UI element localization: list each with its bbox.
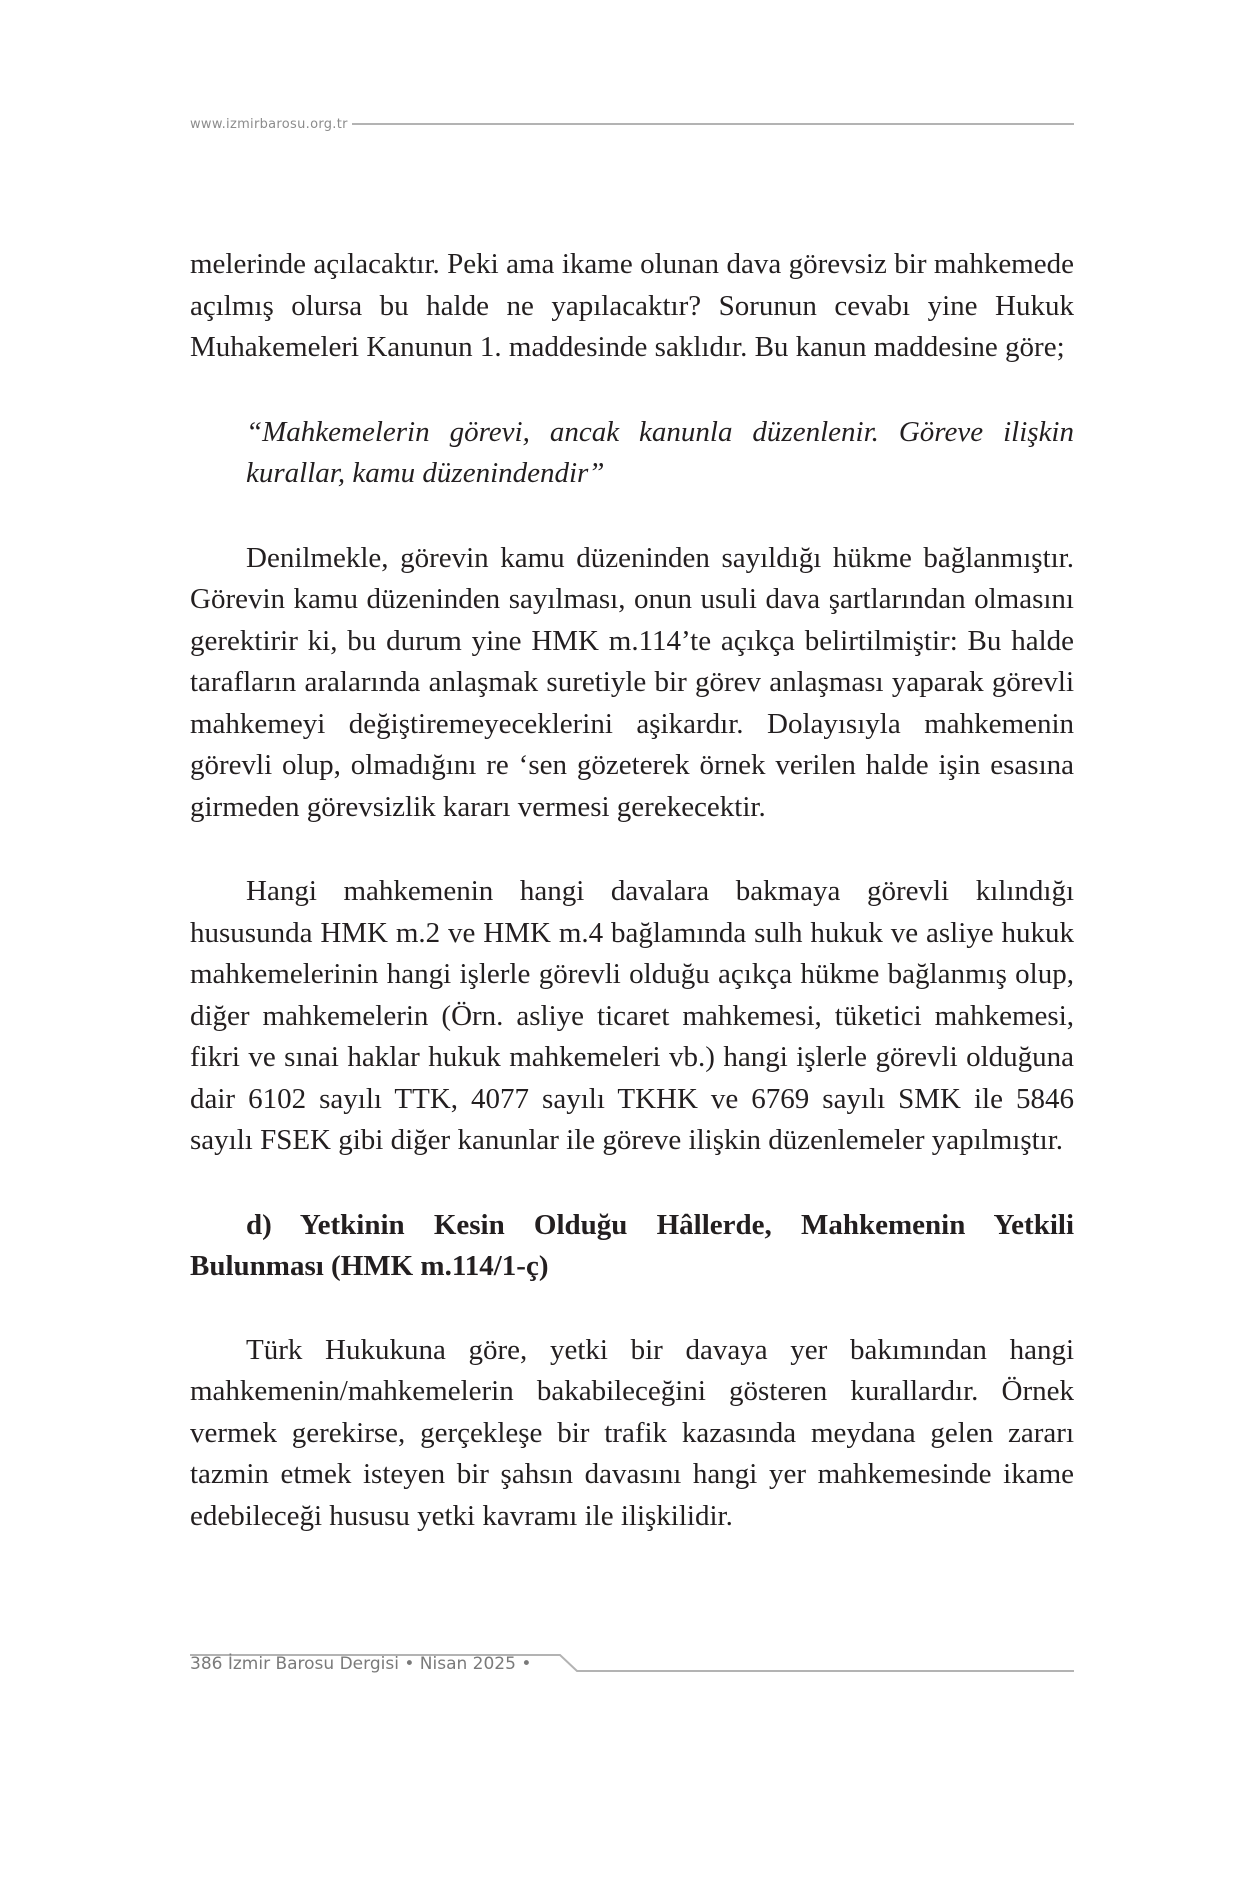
paragraph-1: melerinde açılacaktır. Peki ama ikame olunan dava görevsiz bir mahkemede açılmış olursa bu halde ne yapılacaktır? Sorunun cevabı yine Hukuk Muhakemeleri Kanunun 1. maddesinde saklıdır. Bu kanun maddesine göre; <box>190 248 1074 363</box>
quote-block: “Mahkemelerin görevi, ancak kanunla düzenlenir. Göreve ilişkin kurallar, kamu düzenindendir” <box>246 415 1074 489</box>
header-rule <box>352 123 1074 125</box>
page-header <box>190 114 1074 134</box>
footer-text: 386 İzmir Barosu Dergisi • Nisan 2025 • <box>190 1654 532 1674</box>
page-footer <box>190 1652 1074 1682</box>
paragraph-4: Türk Hukukuna göre, yetki bir davaya yer bakımından hangi mahkemenin/mahkemelerin bakabileceğini gösteren kurallardır. Örnek vermek gerekirse, gerçekleşe bir trafik kazasında meydana gelen zararı tazmin etmek isteyen bir şahsın davasını hangi yer mahkemesinde ikame edebileceği hususu yetki kavramı ile ilişkilidir. <box>190 1333 1074 1532</box>
paragraph-3: Hangi mahkemenin hangi davalara bakmaya görevli kılındığı hususunda HMK m.2 ve HMK m.4 bağlamında sulh hukuk ve asliye hukuk mahkemelerinin hangi işlerle görevli olduğu açıkça hükme bağlanmış olup, diğer mahkemelerin (Örn. asliye ticaret mahkemesi, tüketici mahkemesi, fikri ve sınai haklar hukuk mahkemeleri vb.) hangi işlerle görevli olduğuna dair 6102 sayılı TTK, 4077 sayılı TKHK ve 6769 sayılı SMK ile 5846 sayılı FSEK gibi diğer kanunlar ile göreve ilişkin düzenlemeler yapılmıştır. <box>190 875 1074 1156</box>
article-body <box>190 244 1074 1537</box>
section-heading: d) Yetkinin Kesin Olduğu Hâllerde, Mahkemenin Yetkili Bulunması (HMK m.114/1-ç) <box>190 1208 1074 1282</box>
paragraph-2: Denilmekle, görevin kamu düzeninden sayıldığı hükme bağlanmıştır. Görevin kamu düzeninden sayılması, onun usuli dava şartlarından olmasını gerektirir ki, bu durum yine HMK m.114’te açıkça belirtilmiştir: Bu halde tarafların aralarında anlaşmak suretiyle bir görev anlaşması yaparak görevli mahkemeyi değiştiremeyeceklerini aşikardır. Dolayısıyla mahkemenin görevli olup, olmadığını re ‘sen gözeterek örnek verilen halde işin esasına girmeden görevsizlik kararı vermesi gerekecektir. <box>190 541 1074 823</box>
header-url: www.izmirbarosu.org.tr <box>190 116 348 132</box>
